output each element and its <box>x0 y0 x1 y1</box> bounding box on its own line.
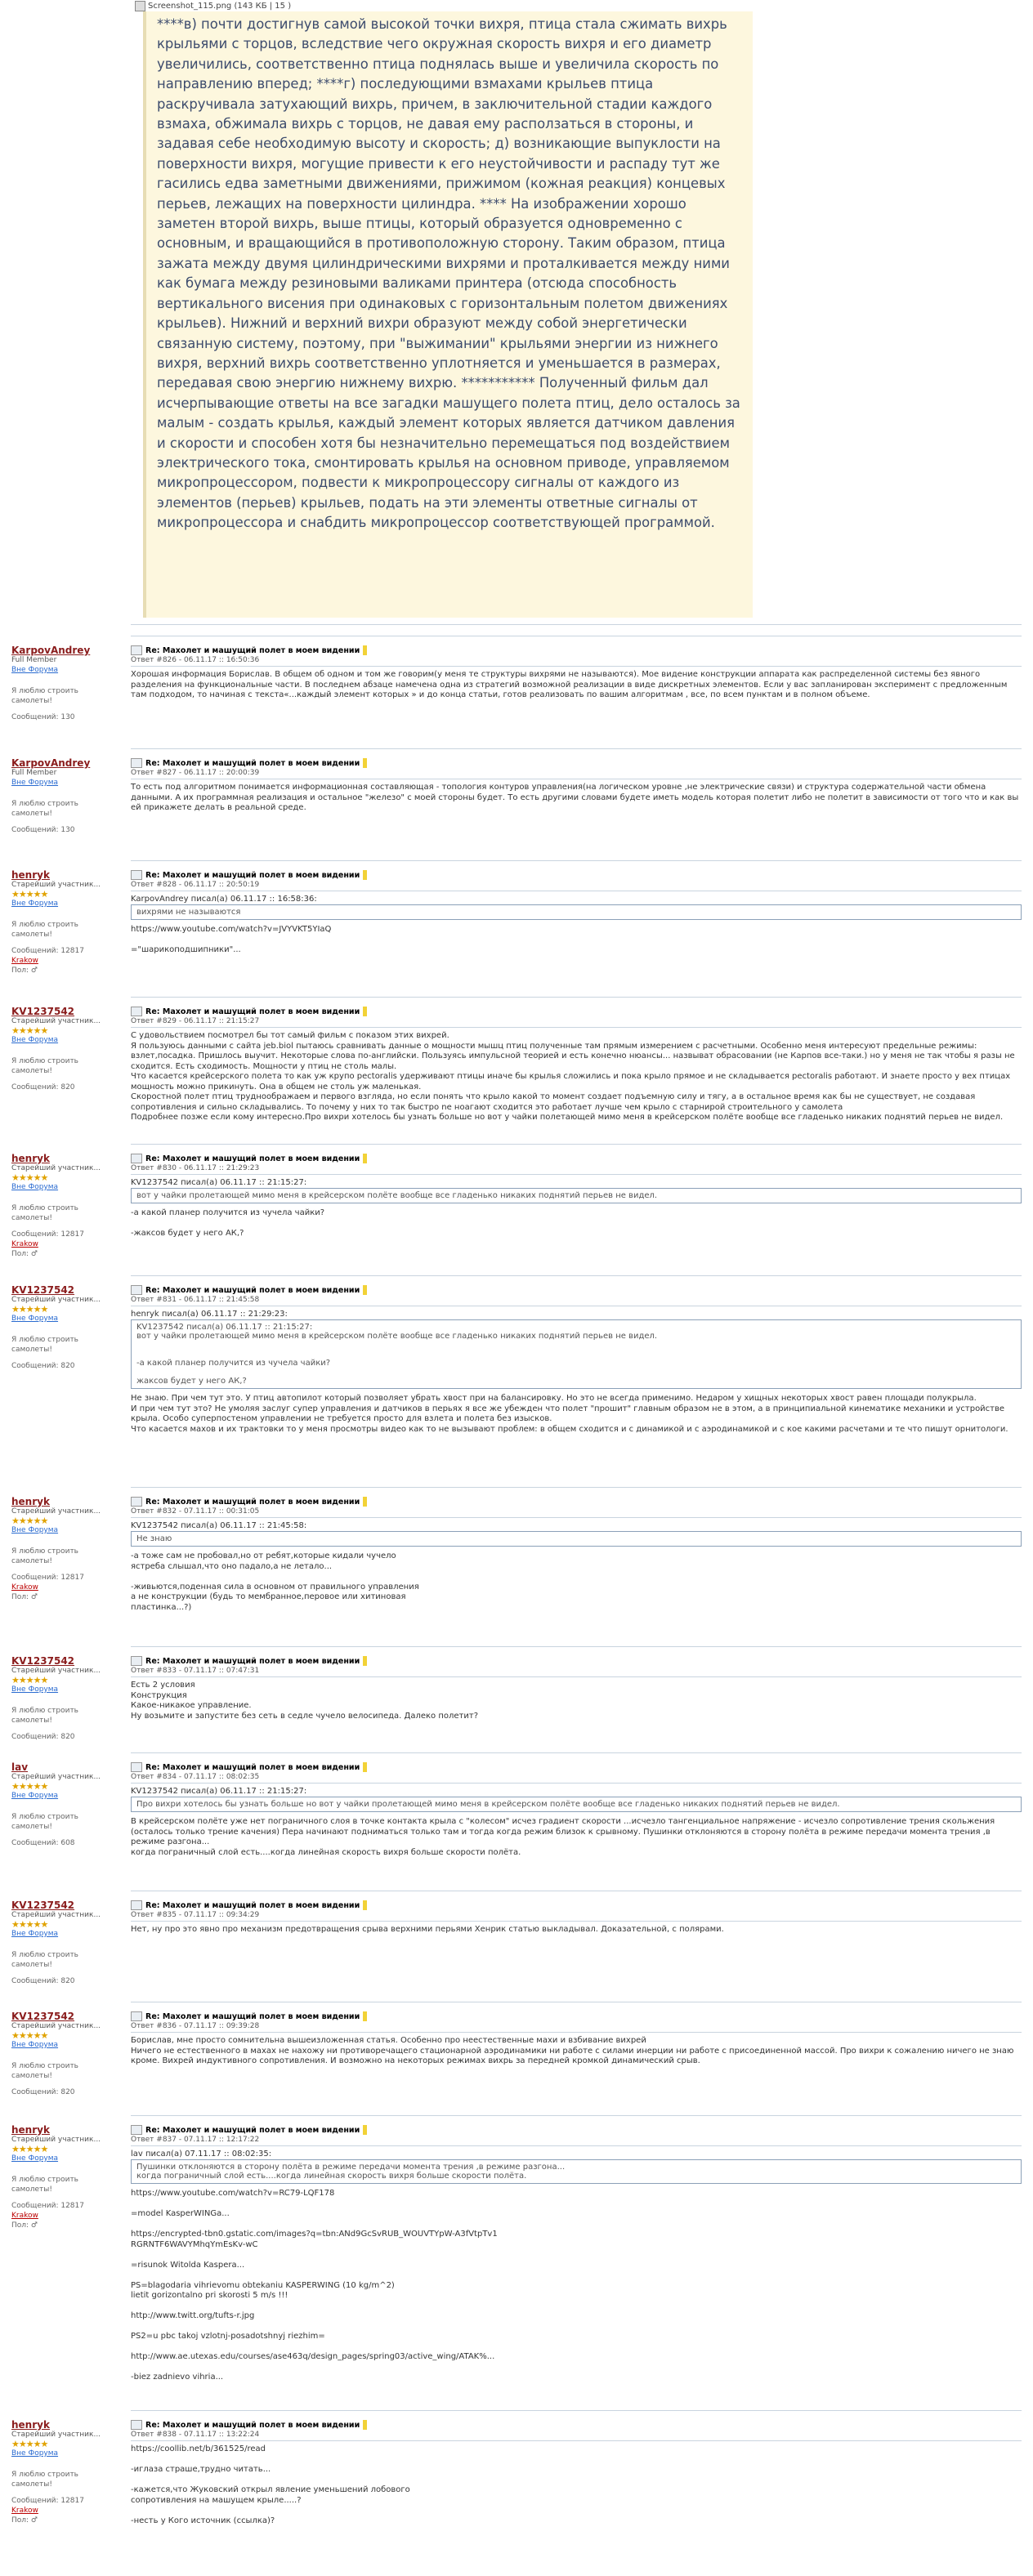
author-tagline: Я люблю строить самолеты! <box>11 1547 78 1565</box>
author-panel <box>11 1007 118 1092</box>
image-file-icon <box>135 1 145 11</box>
post-body <box>131 1656 1022 1721</box>
post-icon <box>131 645 142 655</box>
author-name[interactable]: KV1237542 <box>11 1006 75 1017</box>
author-tagline: Я люблю строить самолеты! <box>11 2062 78 2080</box>
author-panel <box>11 2125 118 2230</box>
post-header-divider <box>131 1517 1022 1518</box>
post-icon <box>131 758 142 768</box>
post-text: -а какой планер получится из чучела чайки? -жаксов будет у него АК,? <box>131 1208 325 1238</box>
post-title[interactable]: Re: Махолет и машущий полет в моем видении <box>145 1285 360 1295</box>
author-tagline: Я люблю строить самолеты! <box>11 687 78 705</box>
post-divider <box>131 1144 1022 1145</box>
post-divider <box>131 1487 1022 1488</box>
author-name[interactable]: lav <box>11 1761 29 1773</box>
post-meta: Ответ #838 - 07.11.17 :: 13:22:24 <box>131 2431 260 2439</box>
author-tagline: Я люблю строить самолеты! <box>11 1707 78 1725</box>
rank-stars: ★★★★★ <box>11 1025 48 1036</box>
author-gender: Пол: ♂ <box>11 967 38 975</box>
post-text: То есть под алгоритмом понимается информационная составляющая - топология контуров управления(на логическом уровне ,не электрические связи) и структура содержательной части обмена данными. А их программная реализация и остальное "железо" с моей стороны будет. То есть другими словами будете иметь модель которая полетит либо не полетит в зависимости от того что и как вы ей прикажете делать в реальной среде. <box>131 783 1019 812</box>
highlight-marker <box>363 1656 367 1666</box>
attachment-caption[interactable]: Screenshot_115.png (143 КБ | 15 ) <box>135 0 291 11</box>
highlight-marker <box>363 2420 367 2430</box>
message-count: Сообщений: 820 <box>11 2088 75 2096</box>
message-count: Сообщений: 820 <box>11 1083 75 1092</box>
post-title[interactable]: Re: Махолет и машущий полет в моем видении <box>145 1900 360 1910</box>
author-tagline: Я люблю строить самолеты! <box>11 1336 78 1354</box>
post-divider <box>131 2115 1022 2116</box>
author-name[interactable]: KV1237542 <box>11 1900 75 1911</box>
author-gender: Пол: ♂ <box>11 2516 38 2525</box>
author-tagline: Я люблю строить самолеты! <box>11 1951 78 1969</box>
post-text: https://www.youtube.com/watch?v=RC79-LQF178 =model KasperWINGa... https://encrypted-tbn0.gstatic.com/images?q=tbn:ANd9GcSvRUB_WOUVTYpW-A3fVtpTv1 RGRNTF6WAVYMhqYmEsKv-wC =risunok Witolda Kaspera... PS=blagodaria vihrievomu obtekaniu KASPERWING (10 kg/m^2) lietit gorizontalno pri skorosti 5 m/s !!! http://www.twitt.org/tufts-r.jpg PS2=u pbc takoj vzlotnj-posadotshnyj riezhim= http://www.ae.utexas.edu/courses/ase463q/design_pages/spring03/active_wing/ATAK%... -biez zadnievo vihria... <box>131 2189 498 2382</box>
post-meta: Ответ #826 - 06.11.17 :: 16:50:36 <box>131 656 260 664</box>
author-panel <box>11 645 118 722</box>
post-meta: Ответ #830 - 06.11.17 :: 21:29:23 <box>131 1164 260 1172</box>
author-rank: Старейший участник... <box>11 1164 101 1172</box>
author-rank: Старейший участник... <box>11 2431 101 2439</box>
online-status[interactable]: Вне Форума <box>11 2041 59 2049</box>
post-meta: Ответ #827 - 06.11.17 :: 20:00:39 <box>131 769 260 777</box>
post-title[interactable]: Re: Махолет и машущий полет в моем видении <box>145 1656 360 1666</box>
author-rank: Старейший участник... <box>11 1296 101 1304</box>
author-panel <box>11 1656 118 1742</box>
online-status[interactable]: Вне Форума <box>11 900 59 908</box>
author-rank: Старейший участник... <box>11 2136 101 2144</box>
quote-block: вихрями не называются <box>131 904 1022 920</box>
highlight-marker <box>363 1497 367 1507</box>
author-rank: Старейший участник... <box>11 2022 101 2030</box>
post-header-divider <box>131 2145 1022 2146</box>
author-name[interactable]: henryk <box>11 869 50 881</box>
author-rank: Full Member <box>11 769 57 777</box>
post-meta: Ответ #829 - 06.11.17 :: 21:15:27 <box>131 1017 260 1025</box>
author-name[interactable]: KarpovAndrey <box>11 757 91 769</box>
post-divider <box>131 1275 1022 1276</box>
author-panel <box>11 758 118 835</box>
author-name[interactable]: KV1237542 <box>11 1655 75 1667</box>
message-count: Сообщений: 820 <box>11 1362 75 1370</box>
quoted-article-text: ****в) почти достигнув самой высокой точки вихря, птица стала сжимать вихрь крыльями с торцов, вследствие чего окружная скорость вихря и его диаметр увеличились, соответственно птица поднялась выше и увеличила скорость по направлению вперед; ****г) последующими взмахами крыльев птица раскручивала затухающий вихрь, причем, в заключительной стадии каждого взмаха, обжимала вихрь с торцов, не давая ему расползаться в стороны, и задавая себе необходимую высоту и скорость; д) возникающие выпуклости на поверхности вихря, могущие привести к его неустойчивости и распаду тут же гасились едва заметными движениями, прижимом (кожная реакция) концевых перьев, лежащих на поверхности цилиндра. **** На изображении хорошо заметен второй вихрь, выше птицы, который образуется одновременно с основным, и вращающийся в противоположную сторону. Таким образом, птица зажата между двумя цилиндрическими вихрями и проталкивается между ними как бумага между резиновыми валиками принтера (отсюда способность вертикального висения при одинаковых с горизонтальным полетом движениях крыльев). Нижний и верхний вихри образуют между собой энергетически связанную систему, поэтому, при "выжимании" крыльями энергии из нижнего вихря, верхний вихрь соответственно уплотняется и уменьшается в размерах, передавая свою энергию нижнему вихрю. *********** Полученный фильм дал исчерпывающие ответы на все загадки машущего полета птиц, дело осталось за малым - создать крылья, каждый элемент которых является датчиком давления и скорости и способен хотя бы незначительно перемещаться под воздействием электрического тока, смонтировать крылья на основном приводе, управляемом микропроцессором, подвести к микропроцессору сигналы от каждого из элементов (перьев) крыльев, подать на эти элементы ответные сигналы от микропроцессора и снабдить микропроцессор соответствующей программой. <box>157 16 740 531</box>
post-meta: Ответ #836 - 07.11.17 :: 09:39:28 <box>131 2022 260 2030</box>
author-gender: Пол: ♂ <box>11 1250 38 1258</box>
rank-stars: ★★★★★ <box>11 2030 48 2041</box>
post-header[interactable] <box>131 1900 1022 1910</box>
post-divider <box>131 1646 1022 1647</box>
author-name[interactable]: henryk <box>11 1153 50 1164</box>
rank-stars: ★★★★★ <box>11 1675 48 1685</box>
author-panel <box>11 1900 118 1986</box>
highlight-marker <box>363 2011 367 2021</box>
post-title[interactable]: Re: Махолет и машущий полет в моем видении <box>145 2420 360 2430</box>
post-header-divider <box>131 1783 1022 1784</box>
message-count: Сообщений: 12817 <box>11 2202 84 2210</box>
author-location[interactable]: Krakow <box>11 2507 38 2515</box>
post-body <box>131 645 1022 701</box>
online-status[interactable]: Вне Форума <box>11 1930 59 1938</box>
author-panel <box>11 2011 118 2097</box>
rank-stars: ★★★★★ <box>11 1781 48 1792</box>
post-header[interactable] <box>131 2011 1022 2021</box>
author-tagline: Я люблю строить самолеты! <box>11 921 78 939</box>
post-header[interactable] <box>131 2125 1022 2135</box>
post-meta: Ответ #832 - 07.11.17 :: 00:31:05 <box>131 1507 260 1516</box>
author-tagline: Я люблю строить самолеты! <box>11 800 78 818</box>
post-title[interactable]: Re: Махолет и машущий полет в моем видении <box>145 645 360 655</box>
post-header[interactable] <box>131 1007 1022 1016</box>
message-count: Сообщений: 12817 <box>11 2497 84 2505</box>
post-text: Не знаю. При чем тут это. У птиц автопилот который позволяет убрать хвост при на балансировку. Но это не всегда применимо. Недаром у хищных некоторых хвост равен площади полукрыла. И при чем тут это? Не умоляя заслуг супер управления и датчиков в перьях я все же убежден что полет "прошит" главным образом не в этом, а в принципиальной кинематике механики и устройстве крыла. Особо суперпостеном управлении не требуется просто для взлета и полета без изысков. Что касается махов и их трактовки то у меня просмотры видео как то не вызывают проблем: в общем сходится и с динамикой и с аэродинамикой и с кое какими расчетами и те что пишут орнитологи. <box>131 1394 1008 1434</box>
author-location[interactable]: Krakow <box>11 1240 38 1248</box>
rank-stars: ★★★★★ <box>11 2144 48 2154</box>
rank-stars: ★★★★★ <box>11 1516 48 1526</box>
quote-block: вот у чайки пролетающей мимо меня в крейсерском полёте вообще все гладенько никаких поднятий перьев не видел. <box>131 1188 1022 1203</box>
post-divider <box>131 860 1022 861</box>
post-header[interactable] <box>131 1285 1022 1295</box>
post-divider <box>131 1752 1022 1753</box>
author-tagline: Я люблю строить самолеты! <box>11 2176 78 2194</box>
post-title[interactable]: Re: Махолет и машущий полет в моем видении <box>145 1497 360 1507</box>
post-meta: Ответ #831 - 06.11.17 :: 21:45:58 <box>131 1296 260 1304</box>
author-rank: Full Member <box>11 656 57 664</box>
message-count: Сообщений: 820 <box>11 1733 75 1741</box>
author-rank: Старейший участник... <box>11 1017 101 1025</box>
post-icon <box>131 2011 142 2021</box>
author-tagline: Я люблю строить самолеты! <box>11 2471 78 2489</box>
message-count: Сообщений: 12817 <box>11 947 84 955</box>
post-text: -а тоже сам не пробовал,но от ребят,которые кидали чучело ястреба слышал,что оно падало,а не летало... -живьются,поденная сила в основном от правильного управления а не конструкции (будь то мембранное,перовое или хитиновая пластинка...?) <box>131 1551 419 1612</box>
highlight-marker <box>363 1285 367 1295</box>
post-text: Нет, ну про это явно про механизм предотвращения срыва верхними перьями Хенрик статью выкладывал. Доказательной, с полярами. <box>131 1925 724 1934</box>
author-name[interactable]: henryk <box>11 2419 50 2431</box>
quote-header: KV1237542 писал(а) 06.11.17 :: 21:15:27: <box>131 1178 307 1187</box>
post-meta: Ответ #828 - 06.11.17 :: 20:50:19 <box>131 881 260 889</box>
online-status[interactable]: Вне Форума <box>11 1315 59 1323</box>
post-meta: Ответ #834 - 07.11.17 :: 08:02:35 <box>131 1773 260 1781</box>
message-count: Сообщений: 130 <box>11 713 75 721</box>
highlight-marker <box>363 2125 367 2135</box>
author-panel <box>11 1762 118 1848</box>
post-header[interactable] <box>131 870 1022 880</box>
author-location[interactable]: Krakow <box>11 957 38 965</box>
highlight-marker <box>363 645 367 655</box>
post-body <box>131 1900 1022 1935</box>
author-panel <box>11 1154 118 1259</box>
highlight-marker <box>363 1762 367 1772</box>
post-header-divider <box>131 1027 1022 1028</box>
post-meta: Ответ #833 - 07.11.17 :: 07:47:31 <box>131 1667 260 1675</box>
post-header-divider <box>131 1676 1022 1677</box>
highlight-marker <box>363 1007 367 1016</box>
post-text: https://www.youtube.com/watch?v=JVYVKT5YIaQ ="шарикоподшипники"... <box>131 925 332 954</box>
message-count: Сообщений: 12817 <box>11 1574 84 1582</box>
post-icon <box>131 1154 142 1163</box>
post-text: https://coollib.net/b/361525/read -иглаза страше,трудно читать... -кажется,что Жуковский открыл явление уменьшений лобового сопротивления на машущем крыле.....? -несть у Кого источник (ссылка)? <box>131 2444 410 2525</box>
highlight-marker <box>363 1900 367 1910</box>
post-text: Хорошая информация Борислав. В общем об одном и том же говорим(у меня те структуры вихрями не называются). Мое видение конструкции аппарата как распределенной системы без явного разделения на функциональные части. В последнем абзаце намечена одна из стратегий возможной реализации в виде дискретных элементов. Если у вас запланирован эксперимент с предложенным там подходом, то начиная с текста«...каждый элемент которых » и до конца статьи, готов реализовать по вашим алгоритмам , все, по всем пунктам и в полном объеме. <box>131 670 1008 699</box>
message-count: Сообщений: 12817 <box>11 1230 84 1239</box>
attachment <box>135 0 291 11</box>
online-status[interactable]: Вне Форума <box>11 1685 59 1694</box>
post-title[interactable]: Re: Махолет и машущий полет в моем видении <box>145 758 360 768</box>
post-meta: Ответ #837 - 07.11.17 :: 12:17:22 <box>131 2136 260 2144</box>
post-icon <box>131 1285 142 1295</box>
author-location[interactable]: Krakow <box>11 1583 38 1592</box>
post-body <box>131 1762 1022 1858</box>
author-name[interactable]: henryk <box>11 1496 50 1507</box>
post-body <box>131 2420 1022 2526</box>
post-icon <box>131 1656 142 1666</box>
online-status[interactable]: Вне Форума <box>11 2154 59 2163</box>
author-name[interactable]: henryk <box>11 2124 50 2136</box>
post-header[interactable] <box>131 1154 1022 1163</box>
post-text: Борислав, мне просто сомнительна вышеизложенная статья. Особенно про неестественные махи и взбивание вихрей Ничего не естественного в махах не нахожу ни противоречащего стационарной аэродинамики ни работе с силами инерции ни работе с присоединенной массой. Про вихри к сожалению ничего не знаю кроме. Вихрей индуктивного сопротивления. И возможно на некоторых режимах вихрь за передней кромкой динамический срыв. <box>131 2036 1014 2065</box>
post-body <box>131 870 1022 956</box>
message-count: Сообщений: 820 <box>11 1977 75 1985</box>
post-header[interactable] <box>131 1497 1022 1507</box>
post-body <box>131 1154 1022 1239</box>
quote-header: KarpovAndrey писал(а) 06.11.17 :: 16:58:36: <box>131 895 317 904</box>
author-gender: Пол: ♂ <box>11 2221 38 2230</box>
post-body <box>131 1007 1022 1123</box>
author-tagline: Я люблю строить самолеты! <box>11 1057 78 1075</box>
author-rank: Старейший участник... <box>11 1667 101 1675</box>
rank-stars: ★★★★★ <box>11 2439 48 2449</box>
author-panel <box>11 2420 118 2525</box>
author-rank: Старейший участник... <box>11 1507 101 1516</box>
online-status[interactable]: Вне Форума <box>11 2449 59 2458</box>
post-icon <box>131 1900 142 1910</box>
online-status[interactable]: Вне Форума <box>11 1183 59 1191</box>
quote-block: Пушинки отклоняются в сторону полёта в режиме передачи момента трения ,в режиме разгона... когда пограничный слой есть....когда линейная скорость вихря больше скорости полёта. <box>131 2159 1022 2184</box>
post-header[interactable] <box>131 1656 1022 1666</box>
post-divider <box>131 748 1022 749</box>
author-name[interactable]: KV1237542 <box>11 2011 75 2022</box>
post-body <box>131 1497 1022 1613</box>
post-text: С удовольствием посмотрел бы тот самый фильм с показом этих вихрей. Я пользуюсь данными с сайта jeb.biol пытаюсь сравнивать данные о мощности мышц птиц полученные там прямым измерением с расчетными. Особенно меня интересуют предельные режимы: взлет,посадка. Пришлось выучит. Некоторые слова по-английски. Пользуясь импульсной теорией и есть конечно нюансы... назвыват обрасовании (не Карпов все-таки.) но у меня не так чтобы я разы не сходится. Есть сходимость. Мощности у птиц не столь малы. Что касается крейсерского полета то как уж крупо pectoralis удерживают птицы иначе бы крылья сложились и пока крыло прямое и не складывается pectoralis работают. И знаете просто у вех птицах мощность можно прикинуть. Она в общем не столь уж маленькая. Скоростной полет птиц трудноображаем и первого взгляда, но если понять что крыло какой то момент создает подъемную силу и тягу, а в остальное время как бы не существует, не создавая сопротивления и сильно складывались. То почему у них то так быстро ne ноагают сходится это работает лучше чем крыло с старнирой строительного у самолета Подробнее позже если кому интересно.Про вихри хотелось бы узнать больше но вот у чайки полетающей мимо меня в крейсерском полёте вообще все гладенько никаких поднятий перьев не видел. <box>131 1031 1015 1122</box>
post-icon <box>131 1007 142 1016</box>
post-icon <box>131 1497 142 1507</box>
author-panel <box>11 870 118 975</box>
rank-stars: ★★★★★ <box>11 889 48 900</box>
online-status[interactable]: Вне Форума <box>11 666 59 674</box>
post-divider <box>131 2410 1022 2411</box>
online-status[interactable]: Вне Форума <box>11 779 59 787</box>
post-icon <box>131 870 142 880</box>
author-location[interactable]: Krakow <box>11 2212 38 2220</box>
highlight-marker <box>363 758 367 768</box>
online-status[interactable]: Вне Форума <box>11 1792 59 1800</box>
post-header-divider <box>131 1174 1022 1175</box>
rank-stars: ★★★★★ <box>11 1919 48 1930</box>
post-header[interactable] <box>131 758 1022 768</box>
post-title[interactable]: Re: Махолет и машущий полет в моем видении <box>145 1154 360 1163</box>
post-title[interactable]: Re: Махолет и машущий полет в моем видении <box>145 870 360 880</box>
quote-header: KV1237542 писал(а) 06.11.17 :: 21:45:58: <box>131 1521 307 1530</box>
online-status[interactable]: Вне Форума <box>11 1036 59 1044</box>
author-gender: Пол: ♂ <box>11 1593 38 1601</box>
rank-stars: ★★★★★ <box>11 1172 48 1183</box>
post-text: Есть 2 условия Конструкция Какое-никакое управление. Ну возьмите и запустите без сеть в седле чучело велосипеда. Далеко полетит? <box>131 1681 479 1721</box>
post-body <box>131 1285 1022 1435</box>
post-icon <box>131 1762 142 1772</box>
online-status[interactable]: Вне Форума <box>11 1526 59 1534</box>
post-icon <box>131 2420 142 2430</box>
author-name[interactable]: KarpovAndrey <box>11 645 91 656</box>
rank-stars: ★★★★★ <box>11 1304 48 1315</box>
quote-block: KV1237542 писал(а) 06.11.17 :: 21:15:27: вот у чайки пролетающей мимо меня в крейсерском полёте вообще все гладенько никаких поднятий перьев не видел. -а какой планер получится из чучела чайки? жаксов будет у него АК,? <box>131 1319 1022 1389</box>
post-body <box>131 2125 1022 2383</box>
quote-block: Про вихри хотелось бы узнать больше но вот у чайки пролетающей мимо меня в крейсерском полёте вообще все гладенько никаких поднятий перьев не видел. <box>131 1797 1022 1812</box>
author-rank: Старейший участник... <box>11 881 101 889</box>
post-header[interactable] <box>131 1762 1022 1772</box>
highlight-marker <box>363 1154 367 1163</box>
author-name[interactable]: KV1237542 <box>11 1284 75 1296</box>
quote-block: Не знаю <box>131 1531 1022 1547</box>
post-title[interactable]: Re: Махолет и машущий полет в моем видении <box>145 1007 360 1016</box>
quote-header: henryk писал(а) 06.11.17 :: 21:29:23: <box>131 1310 288 1319</box>
message-count: Сообщений: 130 <box>11 826 75 834</box>
author-tagline: Я люблю строить самолеты! <box>11 1813 78 1831</box>
post-header[interactable] <box>131 2420 1022 2430</box>
post-header-divider <box>131 1921 1022 1922</box>
author-rank: Старейший участник... <box>11 1911 101 1919</box>
author-panel <box>11 1497 118 1602</box>
post-divider <box>131 997 1022 998</box>
post-icon <box>131 2125 142 2135</box>
post-text: В крейсерском полёте уже нет пограничного слоя в точке контакта крыла с "колесом" исчез градиент скорости ...исчезло тангенциальное напряжение - исчезло сопротивление трения скольжения (осталось только трение качения) Пера начинают подниматься только там и тогда когда режим близок к срывному. Пушинки отклоняются в сторону полёта в режиме передачи момента трения ,в режиме разгона... когда пограничный слой есть....когда линейная скорость вихря больше скорости полёта. <box>131 1817 995 1857</box>
post-title[interactable]: Re: Махолет и машущий полет в моем видении <box>145 1762 360 1772</box>
post-title[interactable]: Re: Махолет и машущий полет в моем видении <box>145 2011 360 2021</box>
quote-header: lav писал(а) 07.11.17 :: 08:02:35: <box>131 2150 272 2159</box>
highlight-marker <box>363 870 367 880</box>
author-tagline: Я люблю строить самолеты! <box>11 1204 78 1222</box>
divider <box>131 624 1022 625</box>
post-title[interactable]: Re: Махолет и машущий полет в моем видении <box>145 2125 360 2135</box>
post-body <box>131 758 1022 814</box>
author-panel <box>11 1285 118 1371</box>
post-header-divider <box>131 2440 1022 2441</box>
message-count: Сообщений: 608 <box>11 1839 75 1847</box>
post-meta: Ответ #835 - 07.11.17 :: 09:34:29 <box>131 1911 260 1919</box>
post-header-divider <box>131 666 1022 667</box>
post-header-divider <box>131 2032 1022 2033</box>
author-rank: Старейший участник... <box>11 1773 101 1781</box>
post-header[interactable] <box>131 645 1022 655</box>
post-body <box>131 2011 1022 2067</box>
quote-header: KV1237542 писал(а) 06.11.17 :: 21:15:27: <box>131 1787 307 1796</box>
